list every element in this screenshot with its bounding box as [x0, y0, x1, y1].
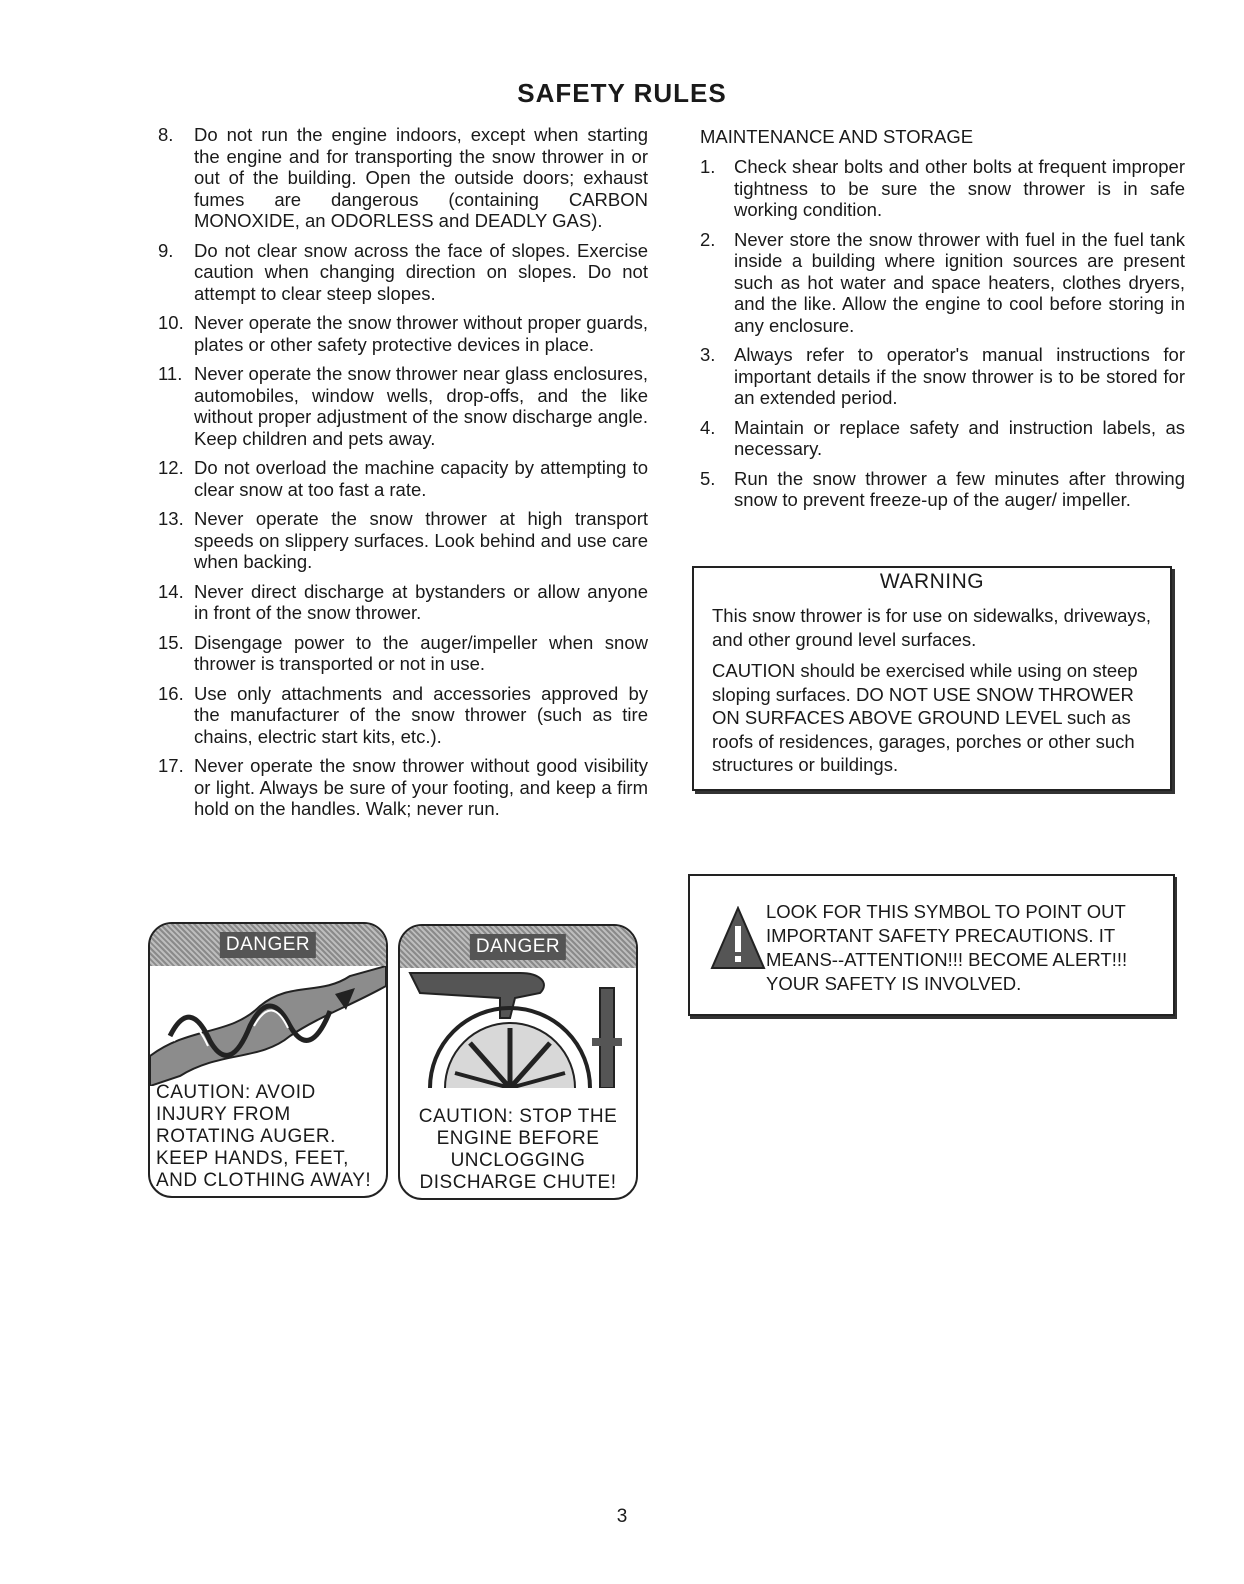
maintenance-item-3	[700, 344, 1185, 409]
decal-header	[150, 924, 386, 966]
danger-decal-chute	[398, 924, 638, 1200]
decal-caption: CAUTION: STOP THE ENGINE BEFORE UNCLOGGING DISCHARGE CHUTE!	[418, 1106, 618, 1193]
rule-number: 11.	[158, 363, 183, 384]
item-number: 2.	[700, 228, 716, 250]
maintenance-item-1	[700, 156, 1185, 221]
warning-triangle-icon	[710, 906, 766, 970]
rule-text: Never direct discharge at bystanders or allow anyone in front of the snow thrower.	[194, 580, 648, 623]
rule-number: 10.	[158, 312, 184, 333]
danger-decal-auger	[148, 922, 388, 1198]
rule-number: 15.	[158, 631, 184, 653]
rule-11	[158, 363, 648, 449]
rule-15	[158, 632, 648, 675]
impeller-hand-icon	[400, 968, 636, 1088]
item-number: 5.	[700, 467, 716, 489]
warning-paragraph-1: This snow thrower is for use on sidewalks, driveways, and other ground level surfaces.	[712, 605, 1152, 650]
rule-number: 8.	[158, 124, 174, 145]
rule-number: 16.	[158, 682, 184, 704]
maintenance-item-5	[700, 468, 1185, 511]
rule-text: Never operate the snow thrower without proper guards, plates or other safety protective devices in place.	[194, 312, 648, 355]
rule-17	[158, 755, 648, 820]
rule-13	[158, 508, 648, 573]
rule-number: 13.	[158, 508, 184, 529]
item-text: Always refer to operator's manual instructions for important details if the snow thrower is to be stored for an extended period.	[734, 344, 1185, 408]
safety-symbol-notice	[688, 874, 1175, 1016]
page-number: 3	[616, 1506, 628, 1527]
item-text: Maintain or replace safety and instruction labels, as necessary.	[734, 416, 1185, 459]
auger-icon	[150, 966, 386, 1086]
rule-16	[158, 683, 648, 748]
rule-number: 17.	[158, 755, 184, 776]
rule-number: 9.	[158, 239, 174, 261]
decal-caption: CAUTION: AVOID INJURY FROM ROTATING AUGER. KEEP HANDS, FEET, AND CLOTHING AWAY!	[156, 1082, 372, 1191]
item-number: 3.	[700, 344, 716, 365]
maintenance-section	[700, 126, 1185, 519]
rule-number: 14.	[158, 580, 184, 602]
maintenance-item-2	[700, 229, 1185, 337]
rule-9	[158, 240, 648, 305]
rule-text: Do not clear snow across the face of slopes. Exercise caution when changing direction on slopes. Do not attempt to clear steep slopes.	[194, 239, 648, 304]
warning-box	[692, 566, 1172, 791]
page-title: SAFETY RULES	[517, 78, 727, 108]
warning-paragraph-2: CAUTION should be exercised while using on steep sloping surfaces. DO NOT USE SNOW THROWER ON SURFACES ABOVE GROUND LEVEL such as roofs of residences, garages, porches or other such structures or buildings.	[712, 660, 1138, 775]
item-text: Run the snow thrower a few minutes after throwing snow to prevent freeze-up of the auger/ impeller.	[734, 467, 1185, 510]
warning-title: WARNING	[879, 570, 985, 593]
rule-text: Disengage power to the auger/impeller when snow thrower is transported or not in use.	[194, 631, 648, 674]
decal-header	[400, 926, 636, 968]
rule-text: Do not run the engine indoors, except when starting the engine and for transporting the snow thrower in or out of the building. Open the outside doors; exhaust fumes are dangerous (containing CARBON MONOXIDE, an ODORLESS and DEADLY GAS).	[194, 124, 648, 231]
item-number: 4.	[700, 416, 716, 438]
item-number: 1.	[700, 156, 716, 177]
rule-text: Use only attachments and accessories approved by the manufacturer of the snow thrower (such as tire chains, electric start kits, etc.).	[194, 682, 648, 747]
rule-text: Never operate the snow thrower at high transport speeds on slippery surfaces. Look behind and use care when backing.	[194, 508, 648, 572]
rule-text: Never operate the snow thrower near glass enclosures, automobiles, window wells, drop-offs, and the like without proper adjustment of the snow discharge angle. Keep children and pets away.	[194, 363, 648, 449]
maintenance-heading: MAINTENANCE AND STORAGE	[700, 126, 974, 147]
symbol-notice-text: LOOK FOR THIS SYMBOL TO POINT OUT IMPORTANT SAFETY PRECAUTIONS. IT MEANS--ATTENTION!!! BECOME ALERT!!! YOUR SAFETY IS INVOLVED.	[766, 901, 1128, 994]
rule-number: 12.	[158, 457, 184, 478]
rule-8	[158, 124, 648, 232]
item-text: Check shear bolts and other bolts at frequent improper tightness to be sure the snow thrower is in safe working condition.	[734, 156, 1185, 220]
rule-text: Do not overload the machine capacity by attempting to clear snow at too fast a rate.	[194, 457, 648, 500]
rule-text: Never operate the snow thrower without good visibility or light. Always be sure of your footing, and keep a firm hold on the handles. Walk; never run.	[194, 755, 648, 819]
rule-10	[158, 312, 648, 355]
rule-12	[158, 457, 648, 500]
safety-rules-list	[158, 124, 648, 828]
item-text: Never store the snow thrower with fuel in the fuel tank inside a building where ignition sources are present such as hot water and space heaters, clothes dryers, and the like. Allow the engine to cool before storing in any enclosure.	[734, 228, 1185, 336]
danger-label: DANGER	[470, 934, 566, 960]
danger-label: DANGER	[220, 932, 316, 958]
maintenance-item-4	[700, 417, 1185, 460]
rule-14	[158, 581, 648, 624]
